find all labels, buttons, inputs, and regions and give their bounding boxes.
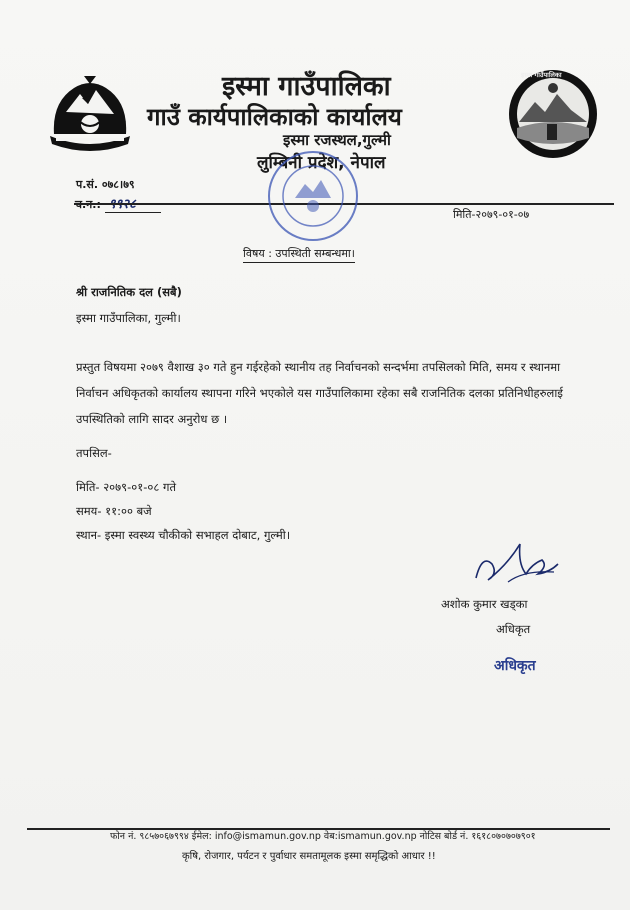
meeting-date: मिति- २०७९-०१-०८ गते bbox=[76, 480, 177, 494]
recipient-line-1: श्री राजनितिक दल (सबै) bbox=[76, 285, 182, 299]
office-address: इस्मा रजस्थल,गुल्मी bbox=[283, 131, 391, 149]
details-heading: तपसिल- bbox=[76, 446, 112, 460]
seal-text: इस्मा गाउँपालिका bbox=[521, 71, 562, 79]
footer-slogan: कृषि, रोजगार, पर्यटन र पुर्वाधार समतामूलक इस्मा समृद्धिको आधार !! bbox=[182, 851, 436, 862]
nepal-emblem-logo bbox=[44, 72, 136, 156]
office-stamp bbox=[265, 148, 361, 244]
letter-date: मिति-२०७९-०१-०७ bbox=[453, 208, 530, 221]
province-line: लुम्बिनी प्रदेश, नेपाल bbox=[257, 153, 386, 173]
role-stamp: अधिकृत bbox=[494, 658, 536, 674]
body-paragraph: प्रस्तुत विषयमा २०७९ वैशाख ३० गते हुन गईरहेको स्थानीय तह निर्वाचनको सन्दर्भमा तपसिलको मिति, समय र स्थानमा निर्वाचन अधिकृतको कार्यालय स्थापना गरिने भएकोले यस गाउँपालिकामा रहेका सबै राजनितिक दलका प्रतिनिधीहरुलाई उपस्थितिको लागि सादर अनुरोध छ । bbox=[76, 360, 563, 426]
reference-number: प.सं. ०७८।७९ bbox=[76, 178, 135, 191]
office-title: गाउँ कार्यपालिकाको कार्यालय bbox=[147, 103, 402, 131]
municipality-title: इस्मा गाउँपालिका bbox=[222, 71, 391, 102]
recipient-line-2: इस्मा गाउँपालिका, गुल्मी। bbox=[76, 311, 181, 325]
handwritten-signature bbox=[468, 534, 564, 594]
municipality-seal-logo bbox=[507, 68, 599, 160]
meeting-time: समय- ११:०० बजे bbox=[76, 504, 152, 518]
meeting-place: स्थान- इस्मा स्वस्थ्य चौकीको सभाहल दोबाट, गुल्मी। bbox=[76, 528, 291, 542]
signatory-role: अधिकृत bbox=[496, 622, 531, 636]
footer-contact: फोन नं. ९८५७०६७९९४ ईमेल: info@ismamun.gov.np वेब:ismamun.gov.np नोटिस बोर्ड नं. १६१८०७०७०७९०१ bbox=[110, 831, 536, 842]
signatory-name: अशोक कुमार खड्का bbox=[441, 597, 528, 611]
subject-line: विषय : उपस्थिती सम्बन्धमा। bbox=[243, 246, 355, 263]
